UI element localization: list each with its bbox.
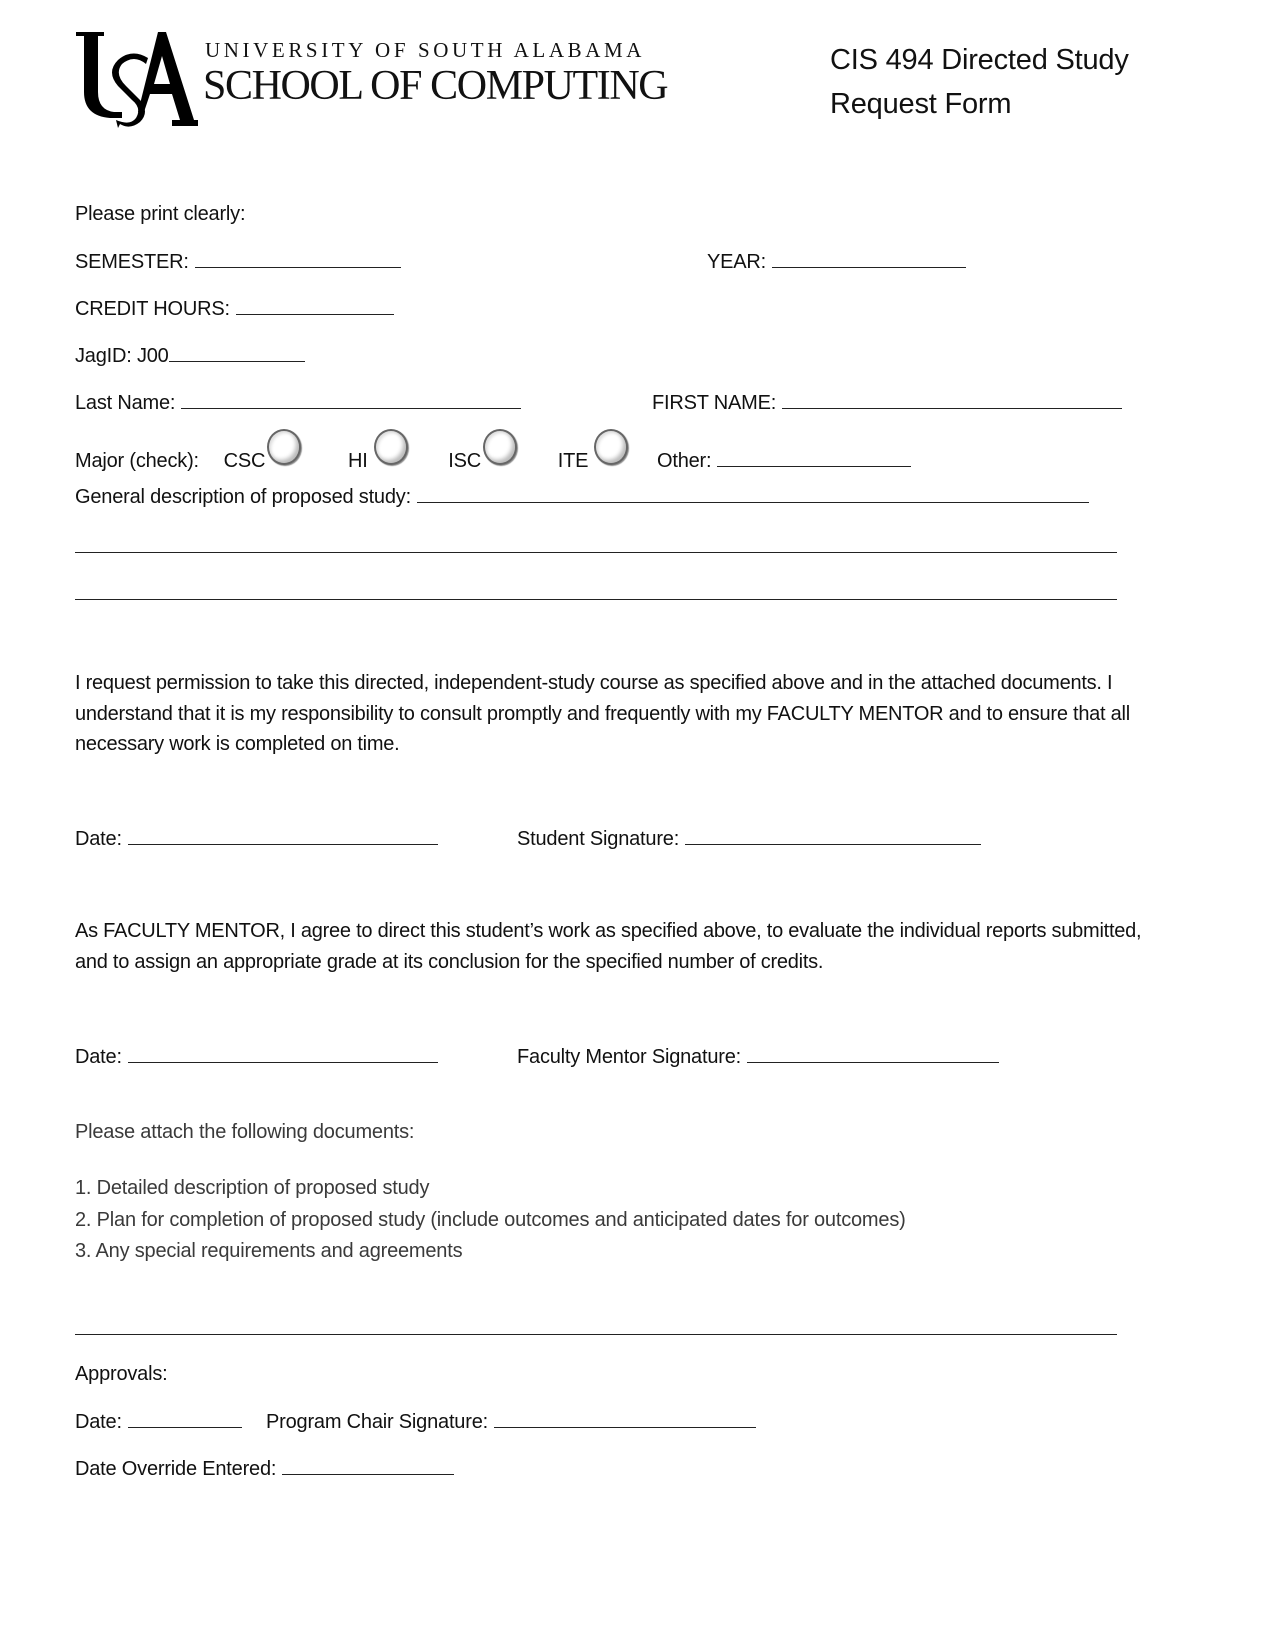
faculty-date-input[interactable] <box>128 1044 438 1063</box>
program-chair-signature-label: Program Chair Signature: <box>266 1411 488 1433</box>
first-name-field <box>652 390 1122 415</box>
approval-date-input[interactable] <box>128 1409 242 1428</box>
major-field <box>75 437 911 473</box>
credit-hours-label: CREDIT HOURS: <box>75 298 230 320</box>
attachments-heading: Please attach the following documents: <box>75 1121 415 1143</box>
approvals-heading: Approvals: <box>75 1363 168 1385</box>
form-title-line1: CIS 494 Directed Study <box>830 44 1129 76</box>
year-input[interactable] <box>772 249 966 268</box>
faculty-signature-label: Faculty Mentor Signature: <box>517 1046 741 1068</box>
major-hi-radio[interactable] <box>374 429 408 465</box>
faculty-date-field <box>75 1044 438 1069</box>
first-name-input[interactable] <box>782 390 1122 409</box>
approval-date-field <box>75 1409 242 1434</box>
major-csc-label: CSC <box>223 450 266 472</box>
last-name-field <box>75 390 521 415</box>
jagid-label: JagID: J00 <box>75 345 169 367</box>
major-hi-label: HI <box>347 450 368 472</box>
student-signature-field <box>517 826 981 851</box>
year-label: YEAR: <box>707 251 767 273</box>
program-chair-signature-input[interactable] <box>494 1409 756 1428</box>
description-input-line2[interactable] <box>75 552 1117 553</box>
major-ite-radio[interactable] <box>594 429 628 465</box>
faculty-date-label: Date: <box>75 1046 122 1068</box>
major-isc-radio[interactable] <box>483 429 517 465</box>
last-name-label: Last Name: <box>75 392 176 414</box>
school-name: SCHOOL OF COMPUTING <box>203 63 668 109</box>
major-isc-label: ISC <box>448 450 482 472</box>
other-label: Other: <box>657 450 712 472</box>
program-chair-signature-field <box>266 1409 756 1434</box>
print-instruction: Please print clearly: <box>75 203 246 225</box>
student-date-input[interactable] <box>128 826 438 845</box>
student-date-field <box>75 826 438 851</box>
major-csc-radio[interactable] <box>267 429 301 465</box>
first-name-label: FIRST NAME: <box>652 392 777 414</box>
section-divider <box>75 1334 1117 1335</box>
description-input-line1[interactable] <box>417 484 1089 503</box>
faculty-signature-input[interactable] <box>747 1044 999 1063</box>
faculty-signature-field <box>517 1044 999 1069</box>
attachment-item: 1. Detailed description of proposed study <box>75 1177 430 1199</box>
approval-date-label: Date: <box>75 1411 122 1433</box>
year-field <box>707 249 966 274</box>
student-signature-label: Student Signature: <box>517 828 680 850</box>
jagid-field <box>75 343 305 368</box>
last-name-input[interactable] <box>181 390 521 409</box>
student-statement: I request permission to take this directed, independent-study course as specified above and in the attached documents. I understand that it is my responsibility to consult promptly and frequently with my FACULTY MENTOR and to ensure that all necessary work is completed on time. <box>75 672 1130 755</box>
credit-hours-field <box>75 296 394 321</box>
override-date-input[interactable] <box>282 1456 454 1475</box>
faculty-statement: As FACULTY MENTOR, I agree to direct this student’s work as specified above, to evaluate the individual reports submitted, and to assign an appropriate grade at its conclusion for the specified number of credits. <box>75 920 1142 973</box>
semester-field <box>75 249 401 274</box>
attachment-item: 3. Any special requirements and agreements <box>75 1240 463 1262</box>
form-title-line2: Request Form <box>830 88 1012 120</box>
jagid-input[interactable] <box>169 343 305 362</box>
university-name: UNIVERSITY OF SOUTH ALABAMA <box>205 38 646 62</box>
description-input-line3[interactable] <box>75 599 1117 600</box>
semester-label: SEMESTER: <box>75 251 189 273</box>
student-signature-input[interactable] <box>685 826 981 845</box>
override-date-label: Date Override Entered: <box>75 1458 277 1480</box>
credit-hours-input[interactable] <box>236 296 394 315</box>
major-ite-label: ITE <box>557 450 589 472</box>
description-field <box>75 484 1089 509</box>
semester-input[interactable] <box>195 249 401 268</box>
description-label: General description of proposed study: <box>75 486 411 508</box>
usa-monogram-icon <box>74 28 198 134</box>
other-major-input[interactable] <box>717 448 911 467</box>
major-label: Major (check): <box>75 450 199 472</box>
attachment-item: 2. Plan for completion of proposed study (include outcomes and anticipated dates for outcomes) <box>75 1209 906 1231</box>
student-date-label: Date: <box>75 828 122 850</box>
override-date-field <box>75 1456 454 1481</box>
